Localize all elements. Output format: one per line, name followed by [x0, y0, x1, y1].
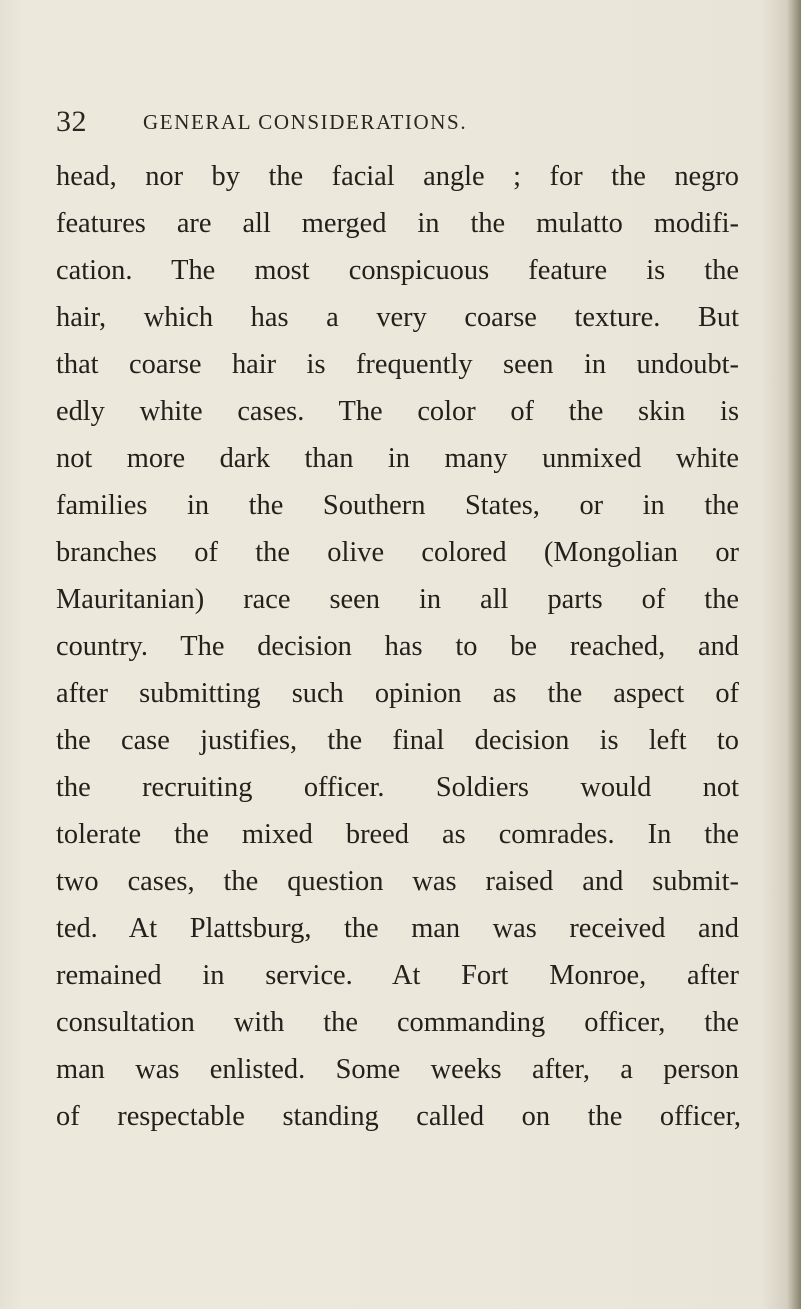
text-line: hair, which has a very coarse texture. But [56, 302, 739, 333]
page-edge-shadow [787, 0, 801, 1309]
text-line: not more dark than in many unmixed white [56, 443, 739, 474]
text-line: tolerate the mixed breed as comrades. In the [56, 819, 739, 850]
text-line: man was enlisted. Some weeks after, a person [56, 1054, 739, 1085]
running-head: GENERAL CONSIDERATIONS. [143, 110, 468, 134]
text-line: branches of the olive colored (Mongolian or [56, 537, 739, 568]
text-line: country. The decision has to be reached, and [56, 631, 739, 662]
text-line: ted. At Plattsburg, the man was received and [56, 913, 739, 944]
page-number: 32 [56, 105, 87, 138]
text-line: families in the Southern States, or in the [56, 490, 739, 521]
text-line: the case justifies, the final decision is left to [56, 725, 739, 756]
text-line: cation. The most conspicuous feature is the [56, 255, 739, 286]
text-line: consultation with the commanding officer, the [56, 1007, 739, 1038]
body-text [56, 153, 739, 1140]
text-line: head, nor by the facial angle ; for the negro [56, 161, 739, 192]
text-line: remained in service. At Fort Monroe, after [56, 960, 739, 991]
text-line: of respectable standing called on the officer, [56, 1101, 741, 1132]
text-line: edly white cases. The color of the skin is [56, 396, 739, 427]
text-line: two cases, the question was raised and submit- [56, 866, 739, 897]
text-line: that coarse hair is frequently seen in undoubt- [56, 349, 739, 380]
text-line: the recruiting officer. Soldiers would not [56, 772, 739, 803]
text-line: Mauritanian) race seen in all parts of the [56, 584, 739, 615]
text-line: after submitting such opinion as the aspect of [56, 678, 739, 709]
page-header [56, 104, 756, 140]
text-line: features are all merged in the mulatto modifi- [56, 208, 739, 239]
